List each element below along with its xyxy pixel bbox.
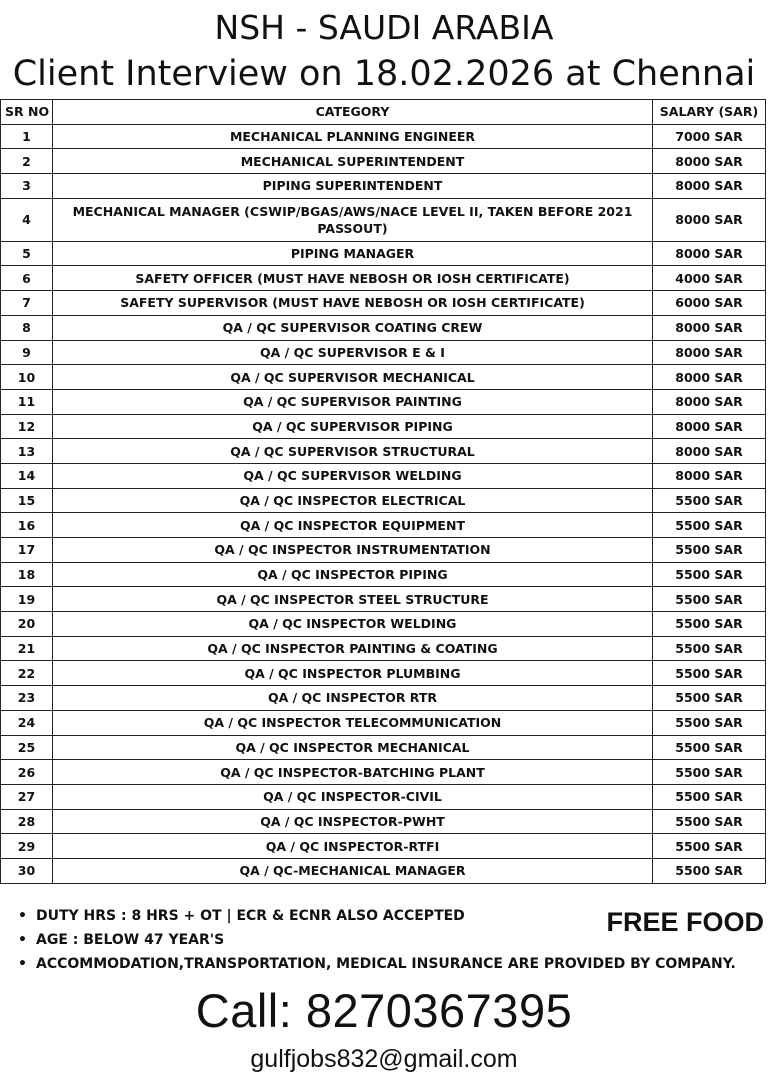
cell-sr-no: 16 bbox=[1, 513, 53, 538]
cell-sr-no: 28 bbox=[1, 809, 53, 834]
free-food-label: FREE FOOD bbox=[606, 907, 764, 937]
cell-sr-no: 30 bbox=[1, 858, 53, 883]
cell-sr-no: 2 bbox=[1, 149, 53, 174]
cell-salary: 5500 SAR bbox=[653, 587, 766, 612]
page-title: NSH - SAUDI ARABIA bbox=[214, 8, 554, 47]
cell-sr-no: 12 bbox=[1, 414, 53, 439]
table-row bbox=[1, 562, 766, 587]
table-row bbox=[1, 784, 766, 809]
table-row bbox=[1, 291, 766, 316]
table-row bbox=[1, 538, 766, 563]
cell-category: QA / QC INSPECTOR PIPING bbox=[53, 562, 653, 587]
cell-salary: 8000 SAR bbox=[653, 463, 766, 488]
cell-category: QA / QC SUPERVISOR WELDING bbox=[53, 463, 653, 488]
cell-sr-no: 10 bbox=[1, 365, 53, 390]
cell-salary: 5500 SAR bbox=[653, 784, 766, 809]
cell-category: QA / QC INSPECTOR PLUMBING bbox=[53, 661, 653, 686]
cell-category: QA / QC INSPECTOR STEEL STRUCTURE bbox=[53, 587, 653, 612]
bullet-icon: • bbox=[18, 932, 27, 948]
table-row bbox=[1, 710, 766, 735]
table-row bbox=[1, 463, 766, 488]
bullet-icon: • bbox=[18, 908, 27, 924]
cell-salary: 8000 SAR bbox=[653, 414, 766, 439]
column-header-category: CATEGORY bbox=[53, 100, 653, 125]
table-row bbox=[1, 340, 766, 365]
cell-salary: 8000 SAR bbox=[653, 340, 766, 365]
cell-salary: 5500 SAR bbox=[653, 661, 766, 686]
cell-sr-no: 25 bbox=[1, 735, 53, 760]
cell-category: QA / QC SUPERVISOR MECHANICAL bbox=[53, 365, 653, 390]
table-row bbox=[1, 414, 766, 439]
cell-category: MECHANICAL SUPERINTENDENT bbox=[53, 149, 653, 174]
table-row bbox=[1, 834, 766, 859]
cell-category: QA / QC INSPECTOR PAINTING & COATING bbox=[53, 636, 653, 661]
column-header-salary: SALARY (SAR) bbox=[653, 100, 766, 125]
cell-sr-no: 29 bbox=[1, 834, 53, 859]
table-row bbox=[1, 686, 766, 711]
cell-salary: 8000 SAR bbox=[653, 315, 766, 340]
list-item bbox=[18, 928, 576, 952]
cell-salary: 5500 SAR bbox=[653, 686, 766, 711]
cell-salary: 5500 SAR bbox=[653, 735, 766, 760]
cell-category: QA / QC INSPECTOR-PWHT bbox=[53, 809, 653, 834]
cell-sr-no: 20 bbox=[1, 612, 53, 637]
table-row bbox=[1, 266, 766, 291]
cell-category: QA / QC INSPECTOR INSTRUMENTATION bbox=[53, 538, 653, 563]
cell-sr-no: 13 bbox=[1, 439, 53, 464]
table-row bbox=[1, 858, 766, 883]
cell-sr-no: 27 bbox=[1, 784, 53, 809]
cell-category: PIPING SUPERINTENDENT bbox=[53, 174, 653, 199]
table-row bbox=[1, 365, 766, 390]
cell-category: QA / QC INSPECTOR WELDING bbox=[53, 612, 653, 637]
table-header-row bbox=[1, 100, 766, 125]
table-row bbox=[1, 241, 766, 266]
cell-sr-no: 18 bbox=[1, 562, 53, 587]
table-row bbox=[1, 315, 766, 340]
bullet-icon: • bbox=[18, 956, 27, 972]
cell-salary: 4000 SAR bbox=[653, 266, 766, 291]
cell-salary: 6000 SAR bbox=[653, 291, 766, 316]
list-item bbox=[18, 904, 576, 928]
cell-sr-no: 11 bbox=[1, 389, 53, 414]
cell-category: QA / QC INSPECTOR-CIVIL bbox=[53, 784, 653, 809]
cell-category: QA / QC INSPECTOR-RTFI bbox=[53, 834, 653, 859]
cell-category: MECHANICAL MANAGER (CSWIP/BGAS/AWS/NACE LEVEL II, TAKEN BEFORE 2021 PASSOUT) bbox=[53, 198, 653, 241]
cell-sr-no: 24 bbox=[1, 710, 53, 735]
cell-salary: 5500 SAR bbox=[653, 834, 766, 859]
cell-sr-no: 23 bbox=[1, 686, 53, 711]
cell-category: SAFETY SUPERVISOR (MUST HAVE NEBOSH OR IOSH CERTIFICATE) bbox=[53, 291, 653, 316]
jobs-table bbox=[0, 99, 766, 884]
cell-category: QA / QC INSPECTOR RTR bbox=[53, 686, 653, 711]
table-row bbox=[1, 587, 766, 612]
table-row bbox=[1, 513, 766, 538]
note-text: AGE : BELOW 47 YEAR'S bbox=[36, 932, 225, 948]
cell-salary: 5500 SAR bbox=[653, 488, 766, 513]
cell-category: QA / QC-MECHANICAL MANAGER bbox=[53, 858, 653, 883]
cell-salary: 5500 SAR bbox=[653, 760, 766, 785]
cell-salary: 5500 SAR bbox=[653, 809, 766, 834]
call-number: Call: 8270367395 bbox=[195, 984, 573, 1037]
table-row bbox=[1, 149, 766, 174]
table-row bbox=[1, 760, 766, 785]
cell-sr-no: 5 bbox=[1, 241, 53, 266]
table-row bbox=[1, 612, 766, 637]
cell-category: SAFETY OFFICER (MUST HAVE NEBOSH OR IOSH CERTIFICATE) bbox=[53, 266, 653, 291]
cell-salary: 5500 SAR bbox=[653, 858, 766, 883]
cell-sr-no: 3 bbox=[1, 174, 53, 199]
cell-salary: 5500 SAR bbox=[653, 612, 766, 637]
cell-sr-no: 7 bbox=[1, 291, 53, 316]
cell-sr-no: 8 bbox=[1, 315, 53, 340]
cell-sr-no: 6 bbox=[1, 266, 53, 291]
table-row bbox=[1, 124, 766, 149]
cell-category: QA / QC SUPERVISOR COATING CREW bbox=[53, 315, 653, 340]
note-text: DUTY HRS : 8 HRS + OT | ECR & ECNR ALSO ACCEPTED bbox=[36, 908, 465, 924]
table-row bbox=[1, 439, 766, 464]
cell-salary: 5500 SAR bbox=[653, 636, 766, 661]
cell-category: MECHANICAL PLANNING ENGINEER bbox=[53, 124, 653, 149]
cell-category: QA / QC SUPERVISOR E & I bbox=[53, 340, 653, 365]
cell-sr-no: 19 bbox=[1, 587, 53, 612]
cell-salary: 5500 SAR bbox=[653, 562, 766, 587]
cell-sr-no: 21 bbox=[1, 636, 53, 661]
cell-salary: 8000 SAR bbox=[653, 198, 766, 241]
cell-sr-no: 15 bbox=[1, 488, 53, 513]
cell-sr-no: 26 bbox=[1, 760, 53, 785]
table-row bbox=[1, 661, 766, 686]
cell-category: PIPING MANAGER bbox=[53, 241, 653, 266]
cell-salary: 8000 SAR bbox=[653, 149, 766, 174]
cell-salary: 8000 SAR bbox=[653, 389, 766, 414]
cell-category: QA / QC INSPECTOR EQUIPMENT bbox=[53, 513, 653, 538]
table-row bbox=[1, 636, 766, 661]
cell-sr-no: 14 bbox=[1, 463, 53, 488]
contact-email: gulfjobs832@gmail.com bbox=[250, 1045, 518, 1073]
note-text: ACCOMMODATION,TRANSPORTATION, MEDICAL INSURANCE ARE PROVIDED BY COMPANY. bbox=[36, 956, 736, 972]
table-row bbox=[1, 809, 766, 834]
table-row bbox=[1, 174, 766, 199]
table-row bbox=[1, 735, 766, 760]
cell-salary: 7000 SAR bbox=[653, 124, 766, 149]
cell-category: QA / QC SUPERVISOR PAINTING bbox=[53, 389, 653, 414]
table-row bbox=[1, 389, 766, 414]
cell-category: QA / QC INSPECTOR ELECTRICAL bbox=[53, 488, 653, 513]
cell-salary: 8000 SAR bbox=[653, 241, 766, 266]
column-header-sr-no: SR NO bbox=[1, 100, 53, 125]
table-row bbox=[1, 198, 766, 241]
table-body bbox=[1, 124, 766, 883]
cell-salary: 8000 SAR bbox=[653, 439, 766, 464]
cell-sr-no: 1 bbox=[1, 124, 53, 149]
cell-sr-no: 9 bbox=[1, 340, 53, 365]
cell-salary: 5500 SAR bbox=[653, 710, 766, 735]
cell-salary: 5500 SAR bbox=[653, 538, 766, 563]
cell-sr-no: 22 bbox=[1, 661, 53, 686]
cell-salary: 5500 SAR bbox=[653, 513, 766, 538]
table-row bbox=[1, 488, 766, 513]
interview-subtitle: Client Interview on 18.02.2026 at Chennai bbox=[12, 54, 756, 94]
cell-sr-no: 17 bbox=[1, 538, 53, 563]
cell-salary: 8000 SAR bbox=[653, 365, 766, 390]
cell-category: QA / QC INSPECTOR TELECOMMUNICATION bbox=[53, 710, 653, 735]
cell-salary: 8000 SAR bbox=[653, 174, 766, 199]
cell-category: QA / QC SUPERVISOR STRUCTURAL bbox=[53, 439, 653, 464]
list-item bbox=[18, 952, 758, 976]
cell-sr-no: 4 bbox=[1, 198, 53, 241]
cell-category: QA / QC INSPECTOR MECHANICAL bbox=[53, 735, 653, 760]
cell-category: QA / QC INSPECTOR-BATCHING PLANT bbox=[53, 760, 653, 785]
cell-category: QA / QC SUPERVISOR PIPING bbox=[53, 414, 653, 439]
